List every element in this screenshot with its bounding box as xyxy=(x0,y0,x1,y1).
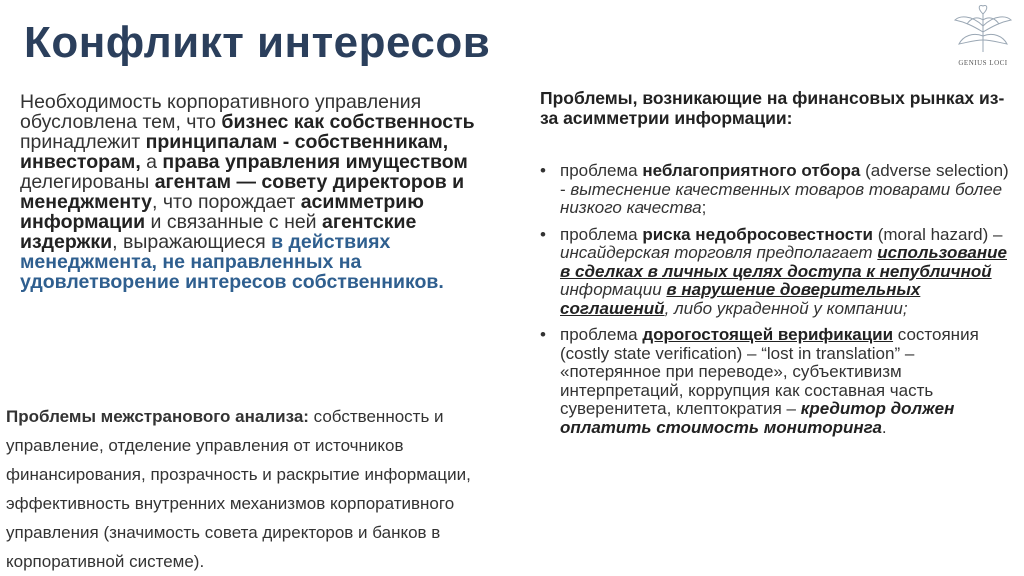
right-heading: Проблемы, возникающие на финансовых рынках из-за асимметрии информации: xyxy=(540,88,1005,128)
item-italic: вытеснение качественных товаров товарами более низкого качества xyxy=(560,179,1003,217)
item-text: . xyxy=(881,417,887,437)
item-text: проблема xyxy=(560,224,643,244)
item-text: (adverse selection) - xyxy=(560,161,1009,199)
bullet: • xyxy=(540,224,546,244)
logo xyxy=(948,4,1018,74)
item-text: проблема xyxy=(560,325,643,344)
item-italic: , либо украденной у компании; xyxy=(664,298,908,318)
problems-list xyxy=(540,162,1010,445)
intro-text: делегированы xyxy=(20,171,155,193)
intro-bold: асимметрию информации xyxy=(20,191,424,233)
item-emphasis: использование в сделках в личных целях доступа к непубличной xyxy=(560,243,1007,281)
item-text: (moral hazard) – xyxy=(872,224,1003,244)
intro-paragraph xyxy=(20,92,510,292)
intro-text: , выражающиеся xyxy=(112,231,272,253)
intro-bold: бизнес как собственность xyxy=(221,111,475,133)
list-item xyxy=(540,162,1010,218)
item-term: неблагоприятного отбора xyxy=(642,161,861,180)
intro-bold: принципалам - собственникам, инвесторам, xyxy=(20,131,449,173)
intro-text: а xyxy=(140,151,163,173)
item-italic: информации xyxy=(560,280,667,299)
list-item xyxy=(540,326,1010,437)
list-item xyxy=(540,226,1010,319)
bullet: • xyxy=(540,161,546,180)
item-emphasis: в нарушение доверительных соглашений xyxy=(560,280,921,318)
item-term: дорогостоящей верификации xyxy=(642,325,894,344)
bullet: • xyxy=(540,325,546,344)
leaf-logo-icon xyxy=(951,4,1015,56)
intro-text: и связанные с ней xyxy=(145,211,322,233)
intro-text: принадлежит xyxy=(20,131,146,153)
item-text: проблема xyxy=(560,161,643,180)
item-text: состояния (costly state verification) – “lost in translation” – «потерянное при переводе», субъективизм интерпретаций, коррупция как составная часть суверенитета, клептократия – xyxy=(560,325,979,418)
item-emphasis: кредитор должен оплатить стоимость мониторинга xyxy=(560,399,955,437)
intro-text: , что порождает xyxy=(152,191,301,213)
logo-text: GENIUS LOCI xyxy=(958,59,1008,67)
page-title: Конфликт интересов xyxy=(24,18,491,67)
intro-highlight: в действиях менеджмента, не направленных на удовлетворение интересов собственников. xyxy=(20,231,444,293)
intro-bold: агентам — совету директоров и менеджменту xyxy=(20,171,465,213)
intro-bold: агентские издержки xyxy=(20,211,417,253)
item-term: риска недобросовестности xyxy=(642,224,873,244)
cross-country-paragraph xyxy=(6,402,536,576)
intro-bold: права управления имуществом xyxy=(162,151,468,173)
item-italic: инсайдерская торговля предполагает xyxy=(560,243,878,262)
intro-text: Необходимость корпоративного управления обусловлена тем, что xyxy=(20,91,422,133)
cross-text: собственность и управление, отделение управления от источников финансирования, прозрачность и раскрытие информации, эффективность внутренних механизмов корпоративного управления (значимость совета директоров и банков в корпоративной системе). xyxy=(6,407,471,571)
cross-label: Проблемы межстранового анализа: xyxy=(6,407,309,426)
item-text: ; xyxy=(701,198,707,217)
